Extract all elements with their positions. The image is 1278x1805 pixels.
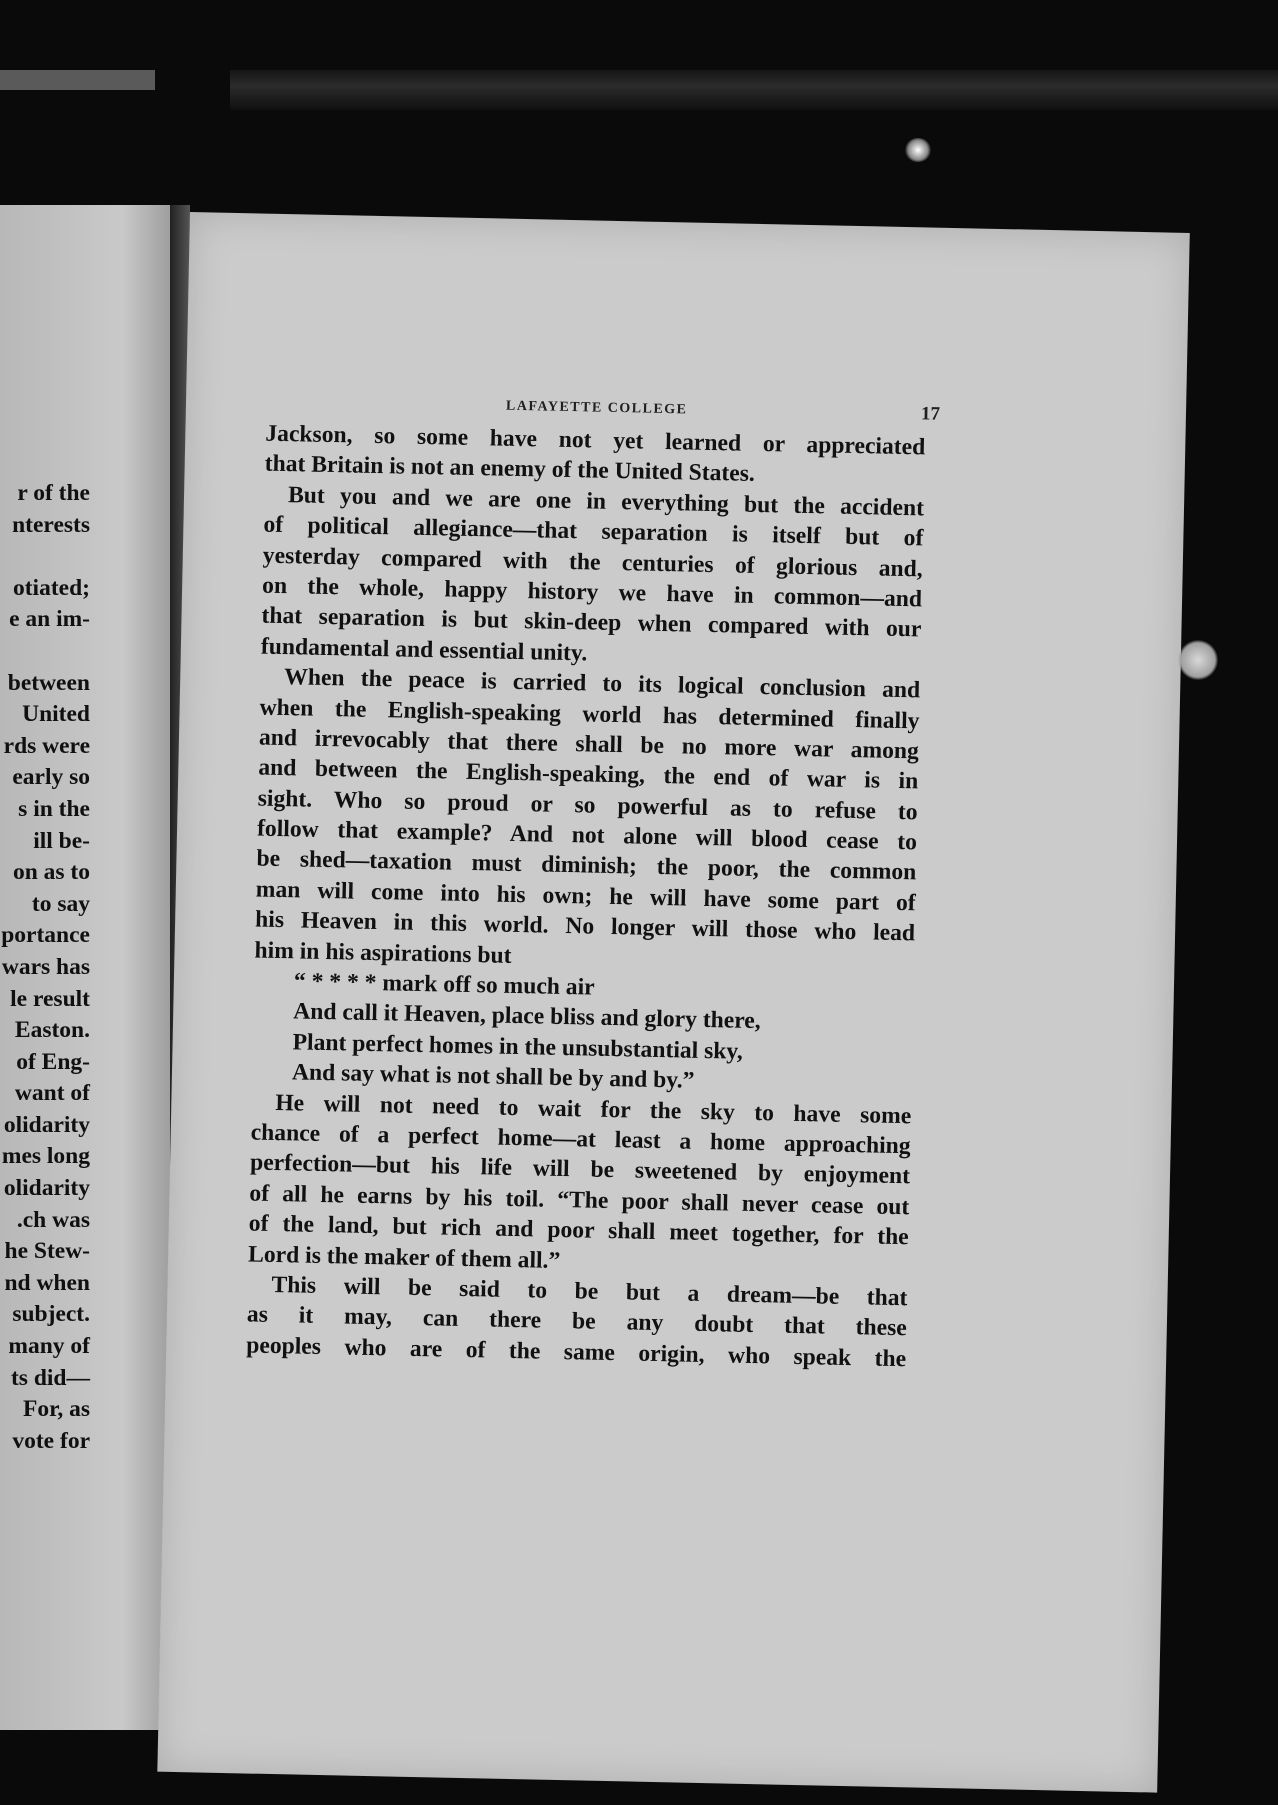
- film-edge: [230, 70, 1278, 110]
- text-line: chance of a perfect home—at least a home approaching: [250, 1119, 911, 1160]
- text-line: perfection—but his life will be sweetened by enjoyment: [249, 1149, 911, 1190]
- text-line: be shed—taxation must diminish; the poor, the common: [256, 846, 917, 886]
- left-line: [0, 541, 90, 573]
- left-line: portance: [1, 922, 90, 949]
- book-page: [157, 212, 1189, 1793]
- left-line: on as to: [12, 859, 90, 886]
- left-line: of Eng-: [16, 1048, 90, 1075]
- left-line: [0, 636, 90, 668]
- text-line: and irrevocably that there shall be no more war among: [258, 724, 920, 765]
- left-line: olidarity: [3, 1175, 90, 1202]
- left-line: want of: [14, 1080, 90, 1107]
- page-number: 17: [920, 403, 941, 425]
- left-line: vote for: [12, 1427, 90, 1454]
- text-line: that Britain is not an enemy of the United States.: [264, 451, 756, 488]
- text-line: Lord is the maker of them all.”: [247, 1240, 561, 1274]
- left-line: rds were: [3, 732, 90, 759]
- left-line: subject.: [12, 1301, 90, 1328]
- left-line: otiated;: [12, 574, 90, 601]
- left-line: ill be-: [33, 827, 90, 854]
- left-line: nd when: [4, 1269, 90, 1296]
- left-line: early so: [12, 764, 90, 791]
- poem-line: And call it Heaven, place bliss and glory there,: [293, 998, 761, 1035]
- film-edge-left: [0, 70, 155, 90]
- page-body: [246, 419, 926, 1375]
- text-line: fundamental and essential unity.: [260, 633, 588, 667]
- left-line: wars has: [1, 953, 90, 980]
- left-line: .ch was: [16, 1206, 90, 1233]
- text-line: when the English-speaking world has determined finally: [259, 694, 920, 734]
- text-line: on the whole, happy history we have in common—and: [261, 572, 923, 613]
- text-line: When the peace is carried to its logical conclusion and: [284, 664, 921, 704]
- left-line: mes long: [1, 1143, 90, 1170]
- text-line: But you and we are one in everything but the accident: [287, 481, 925, 522]
- text-line: peoples who are of the same origin, who speak the: [246, 1332, 907, 1372]
- left-line: s in the: [18, 795, 90, 822]
- text-line: yesterday compared with the centuries of glorious and,: [262, 542, 923, 582]
- text-line: and between the English-speaking, the end of war is in: [258, 754, 919, 795]
- text-line: as it may, can there be any doubt that these: [246, 1301, 908, 1342]
- left-line: Easton.: [14, 1017, 90, 1044]
- left-line: For, as: [22, 1396, 90, 1423]
- left-line: nterests: [12, 511, 90, 538]
- poem-line: And say what is not shall be by and by.”: [291, 1059, 695, 1094]
- left-line: olidarity: [3, 1111, 90, 1138]
- text-line: sight. Who so proud or so powerful as to refuse to: [257, 785, 918, 826]
- text-line: of the land, but rich and poor shall meet together, for the: [248, 1210, 909, 1251]
- poem-line: “ * * * * mark off so much air: [293, 968, 595, 1001]
- text-line: follow that example? And not alone will blood cease to: [256, 815, 918, 856]
- text-line: of political allegiance—that separation is itself but of: [263, 511, 924, 552]
- text-line: of all he earns by his toil. “The poor shall never cease out: [249, 1180, 910, 1221]
- text-line: He will not need to wait for the sky to have some: [275, 1089, 912, 1129]
- left-line: ts did—: [10, 1364, 90, 1391]
- poem-line: Plant perfect homes in the unsubstantial sky,: [292, 1029, 744, 1065]
- left-line: between: [7, 669, 90, 696]
- running-header: LAFAYETTE COLLEGE: [505, 398, 688, 418]
- left-line: e an im-: [9, 606, 90, 633]
- text-line: him in his aspirations but: [254, 937, 512, 969]
- text-line: that separation is but skin-deep when compared with our: [261, 602, 922, 643]
- left-line: he Stew-: [4, 1238, 90, 1265]
- left-line: r of the: [17, 480, 90, 506]
- text-line: man will come into his own; he will have some part of: [255, 876, 916, 917]
- text-line: his Heaven in this world. No longer will those who lead: [254, 906, 916, 947]
- left-line: to say: [31, 890, 90, 917]
- text-line: Jackson, so some have not yet learned or appreciated: [265, 420, 926, 461]
- left-line: le result: [10, 985, 90, 1012]
- film-spot: [905, 138, 931, 162]
- film-blemish: [1178, 640, 1218, 680]
- left-line: United: [22, 701, 90, 728]
- left-line: many of: [8, 1333, 90, 1360]
- left-page-text: [0, 478, 90, 1457]
- text-line: This will be said to be but a dream—be that: [271, 1271, 908, 1312]
